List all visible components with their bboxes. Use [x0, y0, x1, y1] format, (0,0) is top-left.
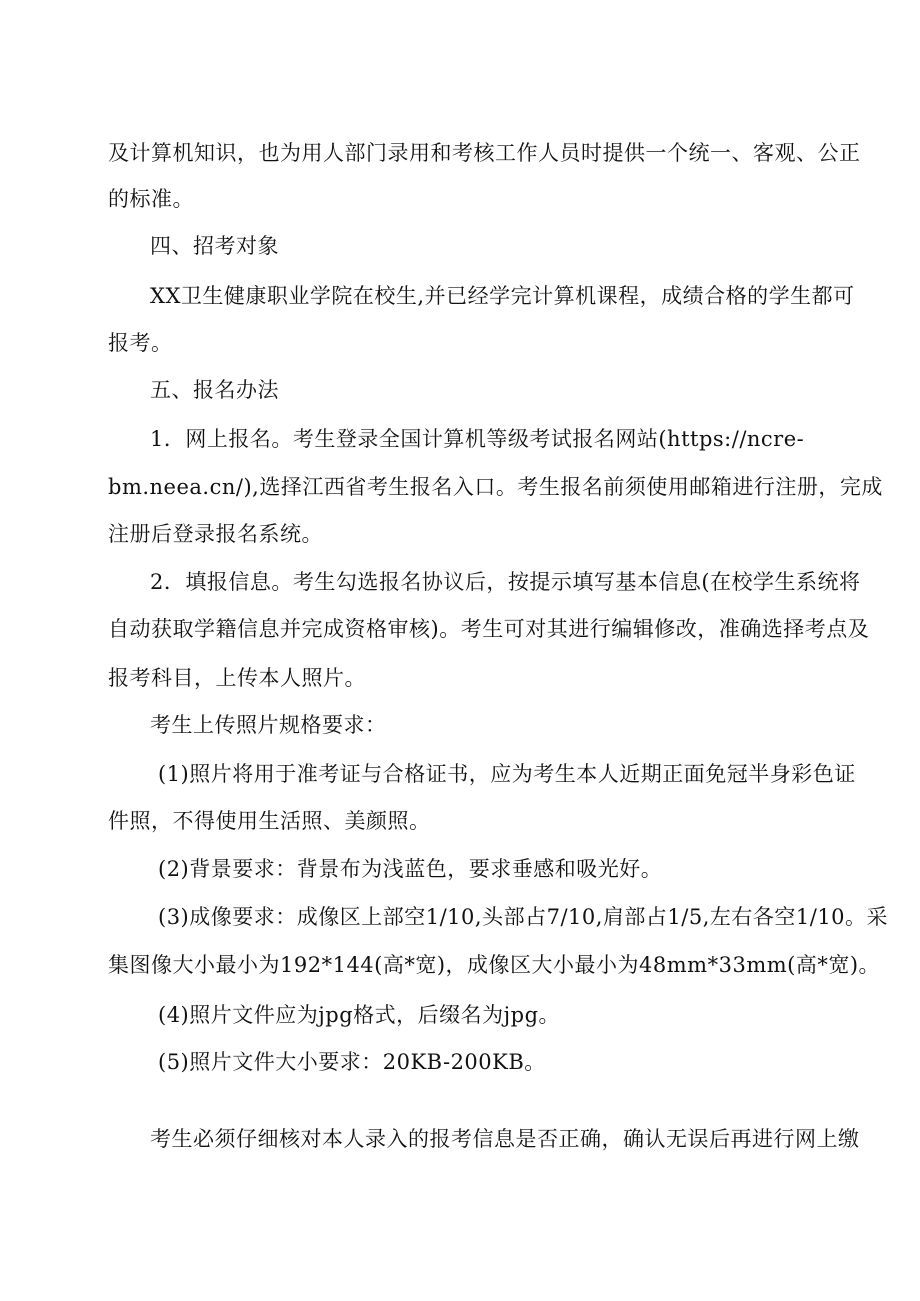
list-item-continuation: 集图像大小最小为192*144(高*宽)，成像区大小最小为48mm*33mm(高*宽)。: [108, 953, 881, 977]
list-item: (5)照片文件大小要求：20KB-200KB。: [158, 1050, 546, 1074]
paragraph-line: 报考。: [108, 331, 173, 355]
section-heading: 四、招考对象: [150, 234, 279, 258]
paragraph-line: 1．网上报名。考生登录全国计算机等级考试报名网站(https://ncre-: [150, 427, 805, 451]
paragraph-line: 及计算机知识，也为用人部门录用和考核工作人员时提供一个统一、客观、公正: [108, 141, 861, 165]
paragraph-line: XX卫生健康职业学院在校生,并已经学完计算机课程，成绩合格的学生都可: [150, 284, 855, 308]
list-item: (4)照片文件应为jpg格式，后缀名为jpg。: [158, 1003, 561, 1027]
list-item-continuation: 件照，不得使用生活照、美颜照。: [108, 809, 431, 833]
paragraph-line: 的标准。: [108, 187, 194, 211]
list-item: (1)照片将用于准考证与合格证书，应为考生本人近期正面免冠半身彩色证: [158, 762, 856, 786]
paragraph-line: 自动获取学籍信息并完成资格审核)。考生可对其进行编辑修改，准确选择考点及: [108, 617, 870, 641]
paragraph-line: 考生上传照片规格要求：: [150, 713, 387, 737]
paragraph-line: 注册后登录报名系统。: [108, 522, 323, 546]
section-heading: 五、报名办法: [150, 378, 279, 402]
paragraph-line: 考生必须仔细核对本人录入的报考信息是否正确，确认无误后再进行网上缴: [150, 1127, 860, 1151]
paragraph-line: 报考科目，上传本人照片。: [108, 666, 366, 690]
list-item: (2)背景要求：背景布为浅蓝色，要求垂感和吸光好。: [158, 857, 663, 881]
paragraph-line: bm.neea.cn/),选择江西省考生报名入口。考生报名前须使用邮箱进行注册，完成: [108, 475, 883, 499]
paragraph-line: 2．填报信息。考生勾选报名协议后，按提示填写基本信息(在校学生系统将: [150, 570, 861, 594]
list-item: (3)成像要求：成像区上部空1/10,头部占7/10,肩部占1/5,左右各空1/10。采: [158, 905, 889, 929]
